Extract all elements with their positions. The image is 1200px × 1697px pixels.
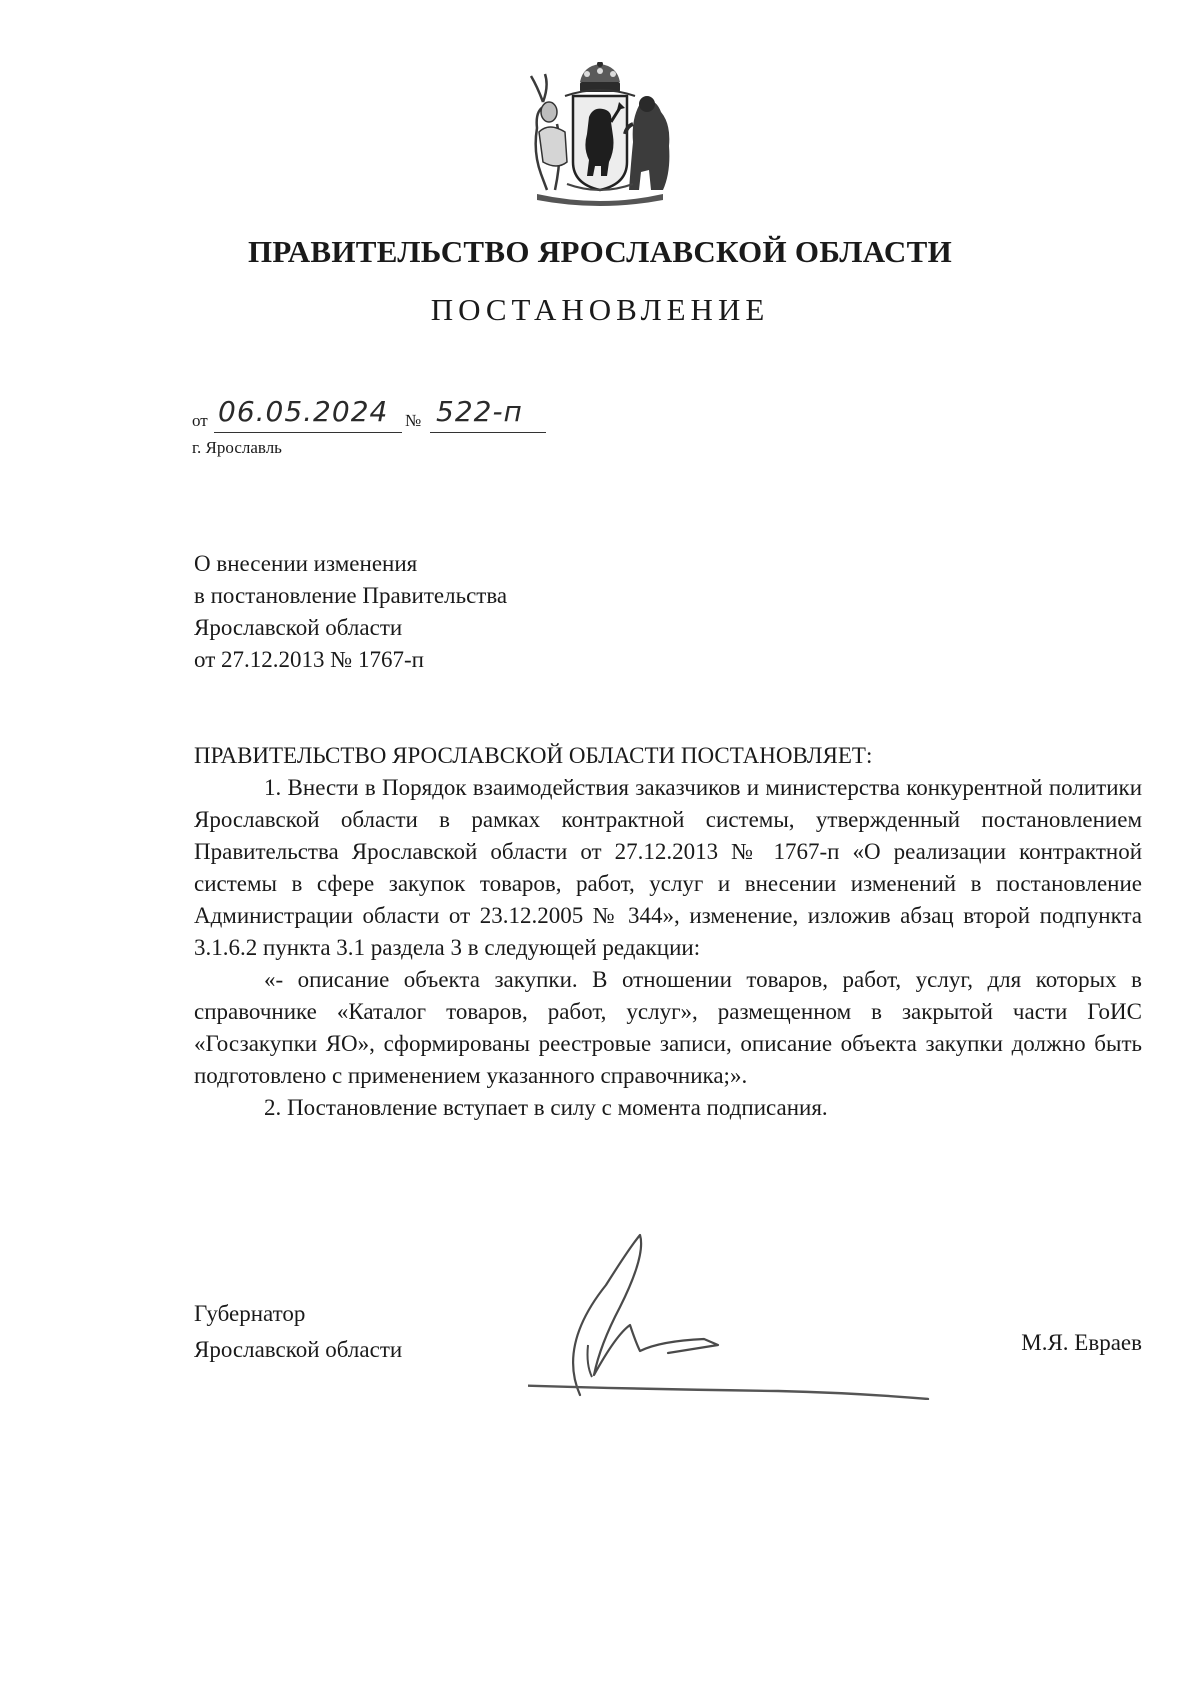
handwritten-signature — [528, 1225, 948, 1400]
organization-title: ПРАВИТЕЛЬСТВО ЯРОСЛАВСКОЙ ОБЛАСТИ — [248, 234, 952, 269]
signer-position — [194, 1296, 402, 1368]
coat-of-arms-emblem — [523, 62, 677, 212]
document-body — [194, 740, 1142, 1124]
registration-line — [192, 395, 552, 438]
subject-line: в постановление Правительства — [194, 583, 508, 608]
position-line: Губернатор — [194, 1301, 306, 1326]
document-number: 522-п — [436, 395, 523, 428]
paragraph-1: 1. Внести в Порядок взаимодействия заказчиков и министерства конкурентной политики Ярославской области в рамках контрактной системы, утвержденный постановлением Правительства Ярославской области от 27.12.2013 № 1767-п «О реализации контрактной системы в сфере закупок товаров, работ, услуг и внесении изменений в постановление Администрации области от 23.12.2005 № 344», изменение, изложив абзац второй подпункта 3.1.6.2 пункта 3.1 раздела 3 в следующей редакции: — [194, 775, 1142, 960]
subject-line: от 27.12.2013 № 1767-п — [194, 647, 424, 672]
paragraph-2: 2. Постановление вступает в силу с момента подписания. — [264, 1095, 828, 1120]
date-underline — [214, 432, 402, 433]
document-date: 06.05.2024 — [218, 395, 389, 428]
date-prefix: от — [192, 411, 208, 430]
number-underline — [430, 432, 546, 433]
subject-line: О внесении изменения — [194, 551, 418, 576]
document-subject — [194, 548, 507, 676]
number-prefix: № — [405, 411, 422, 430]
resolution-lead: ПРАВИТЕЛЬСТВО ЯРОСЛАВСКОЙ ОБЛАСТИ ПОСТАНОВЛЯЕТ: — [194, 743, 873, 768]
city-name: г. Ярославль — [192, 438, 282, 457]
subject-line: Ярославской области — [194, 615, 403, 640]
paragraph-quote: «- описание объекта закупки. В отношении товаров, работ, услуг, для которых в справочнике «Каталог товаров, работ, услуг», размещенном в закрытой части ГоИС «Госзакупки ЯО», сформированы реестровые записи, описание объекта закупки должно быть подготовлено с применением указанного справочника;». — [194, 967, 1142, 1088]
signer-name: М.Я. Евраев — [1021, 1330, 1142, 1355]
document-type-title: ПОСТАНОВЛЕНИЕ — [430, 292, 770, 327]
position-line: Ярославской области — [194, 1337, 403, 1362]
